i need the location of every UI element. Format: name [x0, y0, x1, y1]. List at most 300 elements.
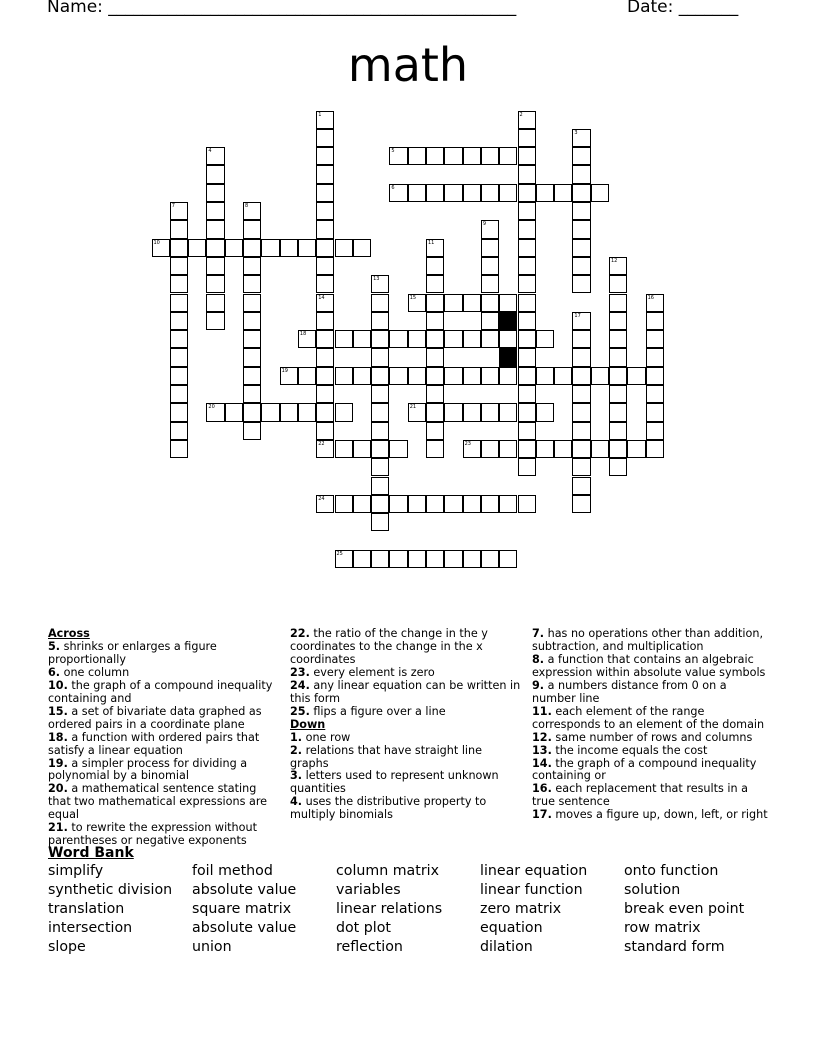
- word-bank-item: foil method: [192, 863, 273, 879]
- crossword-cell[interactable]: [426, 147, 444, 165]
- word-bank-item: dilation: [480, 939, 533, 955]
- clue-down-9: 9. a numbers distance from 0 on a number line: [532, 678, 727, 705]
- crossword-cell[interactable]: [170, 202, 188, 220]
- clue-down-16: 16. each replacement that results in a true sentence: [532, 782, 748, 809]
- crossword-cell[interactable]: [316, 257, 334, 275]
- crossword-cell[interactable]: [426, 495, 444, 513]
- crossword-cell[interactable]: [609, 403, 627, 421]
- clue-number: 20: [208, 404, 215, 411]
- crossword-cell[interactable]: [609, 312, 627, 330]
- crossword-cell[interactable]: [572, 275, 590, 293]
- crossword-cell[interactable]: [572, 348, 590, 366]
- crossword-cell[interactable]: [518, 312, 536, 330]
- crossword-cell[interactable]: [499, 550, 517, 568]
- crossword-cell[interactable]: [518, 458, 536, 476]
- crossword-cell[interactable]: [481, 220, 499, 238]
- crossword-cell[interactable]: [170, 348, 188, 366]
- crossword-cell[interactable]: [444, 294, 462, 312]
- crossword-cell[interactable]: [646, 348, 664, 366]
- crossword-cell[interactable]: [316, 367, 334, 385]
- crossword-cell[interactable]: [206, 275, 224, 293]
- crossword-cell[interactable]: [518, 275, 536, 293]
- crossword-cell[interactable]: [225, 403, 243, 421]
- crossword-cell[interactable]: [243, 385, 261, 403]
- clue-number: 25: [336, 550, 343, 557]
- crossword-cell[interactable]: [463, 294, 481, 312]
- crossword-cell[interactable]: [170, 294, 188, 312]
- crossword-cell[interactable]: [243, 239, 261, 257]
- crossword-cell[interactable]: [481, 403, 499, 421]
- crossword-cell[interactable]: [371, 275, 389, 293]
- crossword-cell[interactable]: [518, 440, 536, 458]
- crossword-cell[interactable]: [316, 348, 334, 366]
- crossword-cell[interactable]: [206, 202, 224, 220]
- word-bank-item: union: [192, 939, 232, 955]
- crossword-cell[interactable]: [261, 403, 279, 421]
- crossword-cell[interactable]: [426, 257, 444, 275]
- crossword-cell[interactable]: [572, 312, 590, 330]
- crossword-cell[interactable]: [426, 275, 444, 293]
- crossword-cell[interactable]: [481, 294, 499, 312]
- crossword-cell[interactable]: [481, 312, 499, 330]
- word-bank-item: equation: [480, 920, 543, 936]
- crossword-cell[interactable]: [536, 184, 554, 202]
- crossword-cell[interactable]: [335, 495, 353, 513]
- crossword-cell[interactable]: [408, 550, 426, 568]
- crossword-cell[interactable]: [518, 422, 536, 440]
- clue-across-18: 18. a function with ordered pairs that satisfy a linear equation: [48, 730, 260, 757]
- crossword-cell[interactable]: [426, 550, 444, 568]
- crossword-cell[interactable]: [371, 330, 389, 348]
- crossword-cell[interactable]: [444, 367, 462, 385]
- crossword-cell[interactable]: [572, 477, 590, 495]
- clue-number: 13: [373, 276, 380, 283]
- crossword-cell[interactable]: [408, 367, 426, 385]
- crossword-cell[interactable]: [316, 220, 334, 238]
- crossword-cell[interactable]: [444, 495, 462, 513]
- crossword-cell[interactable]: [572, 220, 590, 238]
- crossword-cell[interactable]: [572, 385, 590, 403]
- clue-number: 9: [482, 221, 487, 228]
- crossword-cell[interactable]: [426, 330, 444, 348]
- crossword-cell[interactable]: [572, 458, 590, 476]
- crossword-cell[interactable]: [518, 495, 536, 513]
- crossword-cell[interactable]: [536, 440, 554, 458]
- crossword-cell[interactable]: [518, 111, 536, 129]
- crossword-cell[interactable]: [518, 348, 536, 366]
- crossword-cell[interactable]: [408, 184, 426, 202]
- word-bank-item: square matrix: [192, 901, 292, 917]
- crossword-cell[interactable]: [389, 440, 407, 458]
- crossword-cell[interactable]: [280, 367, 298, 385]
- clue-down-13: 13. the income equals the cost: [532, 743, 708, 757]
- crossword-cell[interactable]: [609, 294, 627, 312]
- crossword-cell[interactable]: [206, 165, 224, 183]
- crossword-cell[interactable]: [316, 239, 334, 257]
- crossword-cell[interactable]: [408, 294, 426, 312]
- crossword-cell[interactable]: [627, 440, 645, 458]
- crossword-cell[interactable]: [481, 275, 499, 293]
- crossword-cell[interactable]: [353, 440, 371, 458]
- crossword-cell[interactable]: [646, 367, 664, 385]
- crossword-cell[interactable]: [335, 440, 353, 458]
- crossword-cell[interactable]: [572, 495, 590, 513]
- crossword-cell[interactable]: [609, 385, 627, 403]
- crossword-cell[interactable]: [353, 330, 371, 348]
- crossword-cell[interactable]: [335, 330, 353, 348]
- crossword-cell[interactable]: [481, 550, 499, 568]
- clue-number: 11: [428, 239, 435, 246]
- crossword-cell[interactable]: [170, 403, 188, 421]
- crossword-cell[interactable]: [572, 147, 590, 165]
- crossword-cell[interactable]: [206, 220, 224, 238]
- clue-number: 16: [647, 294, 654, 301]
- crossword-cell[interactable]: [609, 348, 627, 366]
- crossword-cell[interactable]: [371, 477, 389, 495]
- crossword-cell[interactable]: [371, 550, 389, 568]
- crossword-cell[interactable]: [243, 257, 261, 275]
- clue-across-25: 25. flips a figure over a line: [290, 704, 446, 718]
- crossword-cell[interactable]: [206, 239, 224, 257]
- word-bank-item: intersection: [48, 920, 133, 936]
- crossword-cell[interactable]: [536, 330, 554, 348]
- crossword-cell[interactable]: [170, 422, 188, 440]
- crossword-cell[interactable]: [316, 184, 334, 202]
- crossword-cell[interactable]: [170, 440, 188, 458]
- crossword-cell[interactable]: [243, 294, 261, 312]
- crossword-cell[interactable]: [298, 330, 316, 348]
- crossword-cell[interactable]: [316, 129, 334, 147]
- crossword-cell[interactable]: [426, 440, 444, 458]
- crossword-cell[interactable]: [426, 294, 444, 312]
- crossword-cell[interactable]: [609, 458, 627, 476]
- crossword-cell[interactable]: [426, 239, 444, 257]
- crossword-cell[interactable]: [518, 165, 536, 183]
- crossword-cell[interactable]: [463, 550, 481, 568]
- crossword-cell[interactable]: [518, 220, 536, 238]
- crossword-cell[interactable]: [572, 257, 590, 275]
- crossword-cell[interactable]: [280, 403, 298, 421]
- crossword-cell[interactable]: [298, 367, 316, 385]
- crossword-cell[interactable]: [371, 495, 389, 513]
- crossword-cell[interactable]: [518, 385, 536, 403]
- crossword-cell[interactable]: [243, 275, 261, 293]
- crossword-cell[interactable]: [572, 330, 590, 348]
- black-square: [499, 312, 517, 330]
- crossword-cell[interactable]: [371, 458, 389, 476]
- crossword-cell[interactable]: [646, 403, 664, 421]
- crossword-cell[interactable]: [572, 202, 590, 220]
- crossword-cell[interactable]: [298, 403, 316, 421]
- crossword-cell[interactable]: [353, 550, 371, 568]
- crossword-cell[interactable]: [554, 367, 572, 385]
- clue-across-20: 20. a mathematical sentence stating that two mathematical expressions are equal: [48, 782, 268, 822]
- crossword-cell[interactable]: [646, 385, 664, 403]
- crossword-cell[interactable]: [316, 440, 334, 458]
- crossword-cell[interactable]: [261, 239, 279, 257]
- clue-number: 19: [281, 367, 288, 374]
- clue-down-2: 2. relations that have straight line graphs: [290, 743, 483, 770]
- crossword-cell[interactable]: [481, 330, 499, 348]
- clue-number: 15: [409, 294, 417, 301]
- crossword-cell[interactable]: [536, 403, 554, 421]
- crossword-cell[interactable]: [463, 330, 481, 348]
- clue-down-12: 12. same number of rows and columns: [532, 730, 753, 744]
- crossword-cell[interactable]: [609, 257, 627, 275]
- crossword-cell[interactable]: [316, 330, 334, 348]
- crossword-cell[interactable]: [426, 312, 444, 330]
- crossword-cell[interactable]: [170, 275, 188, 293]
- crossword-cell[interactable]: [389, 367, 407, 385]
- crossword-cell[interactable]: [243, 348, 261, 366]
- crossword-cell[interactable]: [609, 422, 627, 440]
- crossword-cell[interactable]: [316, 275, 334, 293]
- word-bank-item: simplify: [48, 863, 104, 879]
- crossword-cell[interactable]: [316, 422, 334, 440]
- crossword-cell[interactable]: [371, 422, 389, 440]
- crossword-cell[interactable]: [481, 257, 499, 275]
- crossword-cell[interactable]: [444, 184, 462, 202]
- crossword-cell[interactable]: [554, 440, 572, 458]
- crossword-cell[interactable]: [572, 367, 590, 385]
- crossword-cell[interactable]: [591, 367, 609, 385]
- crossword-cell[interactable]: [206, 257, 224, 275]
- crossword-cell[interactable]: [170, 312, 188, 330]
- crossword-cell[interactable]: [188, 239, 206, 257]
- crossword-cell[interactable]: [353, 239, 371, 257]
- crossword-cell[interactable]: [225, 239, 243, 257]
- crossword-cell[interactable]: [572, 165, 590, 183]
- crossword-cell[interactable]: [499, 495, 517, 513]
- crossword-cell[interactable]: [243, 202, 261, 220]
- across-heading: Across: [48, 627, 90, 640]
- word-bank-item: column matrix: [336, 863, 439, 879]
- clue-down-8: 8. a function that contains an algebraic expression within absolute value symbols: [532, 652, 766, 679]
- crossword-cell[interactable]: [518, 147, 536, 165]
- black-square: [499, 348, 517, 366]
- crossword-cell[interactable]: [499, 147, 517, 165]
- word-bank-item: break even point: [624, 901, 745, 917]
- word-bank-item: slope: [48, 939, 86, 955]
- crossword-cell[interactable]: [518, 239, 536, 257]
- clue-number: 3: [574, 129, 578, 136]
- crossword-cell[interactable]: [572, 440, 590, 458]
- crossword-cell[interactable]: [408, 403, 426, 421]
- crossword-cell[interactable]: [646, 330, 664, 348]
- crossword-cell[interactable]: [243, 422, 261, 440]
- crossword-cell[interactable]: [243, 220, 261, 238]
- crossword-cell[interactable]: [518, 330, 536, 348]
- crossword-cell[interactable]: [518, 257, 536, 275]
- word-bank-item: linear relations: [336, 901, 443, 917]
- crossword-cell[interactable]: [335, 550, 353, 568]
- crossword-cell[interactable]: [206, 147, 224, 165]
- crossword-cell[interactable]: [426, 403, 444, 421]
- crossword-cell[interactable]: [554, 184, 572, 202]
- crossword-cell[interactable]: [389, 330, 407, 348]
- crossword-cell[interactable]: [371, 440, 389, 458]
- crossword-cell[interactable]: [371, 312, 389, 330]
- crossword-cell[interactable]: [609, 275, 627, 293]
- word-bank-item: standard form: [624, 939, 725, 955]
- clue-down-7: 7. has no operations other than addition, subtraction, and multiplication: [532, 627, 764, 653]
- crossword-cell[interactable]: [335, 239, 353, 257]
- crossword-cell[interactable]: [591, 440, 609, 458]
- crossword-cell[interactable]: [170, 330, 188, 348]
- clue-across-15: 15. a set of bivariate data graphed as ordered pairs in a coordinate plane: [48, 704, 262, 731]
- crossword-cell[interactable]: [170, 220, 188, 238]
- crossword-cell[interactable]: [481, 495, 499, 513]
- crossword-cell[interactable]: [371, 294, 389, 312]
- word-bank-item: linear equation: [480, 863, 588, 879]
- crossword-cell[interactable]: [170, 385, 188, 403]
- crossword-cell[interactable]: [572, 403, 590, 421]
- crossword-cell[interactable]: [316, 202, 334, 220]
- crossword-cell[interactable]: [316, 495, 334, 513]
- crossword-cell[interactable]: [371, 348, 389, 366]
- crossword-cell[interactable]: [481, 184, 499, 202]
- crossword-cell[interactable]: [206, 403, 224, 421]
- clue-down-11: 11. each element of the range corresponds to an element of the domain: [532, 704, 765, 731]
- crossword-cell[interactable]: [206, 312, 224, 330]
- crossword-cell[interactable]: [463, 367, 481, 385]
- crossword-cell[interactable]: [499, 440, 517, 458]
- crossword-cell[interactable]: [206, 184, 224, 202]
- crossword-cell[interactable]: [481, 147, 499, 165]
- crossword-cell[interactable]: [371, 513, 389, 531]
- crossword-cell[interactable]: [518, 129, 536, 147]
- crossword-cell[interactable]: [316, 385, 334, 403]
- crossword-cell[interactable]: [316, 147, 334, 165]
- crossword-cell[interactable]: [206, 294, 224, 312]
- crossword-cell[interactable]: [481, 239, 499, 257]
- page-title: math: [347, 38, 469, 92]
- word-bank-item: solution: [624, 882, 681, 898]
- crossword-cell[interactable]: [389, 495, 407, 513]
- crossword-cell[interactable]: [371, 367, 389, 385]
- crossword-cell[interactable]: [518, 367, 536, 385]
- crossword-cell[interactable]: [170, 367, 188, 385]
- crossword-cell[interactable]: [572, 422, 590, 440]
- crossword-cell[interactable]: [243, 312, 261, 330]
- crossword-cell[interactable]: [389, 550, 407, 568]
- clue-number: 21: [409, 404, 417, 411]
- crossword-cell[interactable]: [426, 422, 444, 440]
- crossword-cell[interactable]: [426, 385, 444, 403]
- clue-number: 10: [153, 239, 160, 246]
- clue-down-4: 4. uses the distributive property to multiply binomials: [290, 795, 487, 822]
- crossword-cell[interactable]: [463, 403, 481, 421]
- word-bank-item: translation: [48, 901, 125, 917]
- crossword-cell[interactable]: [243, 367, 261, 385]
- crossword-cell[interactable]: [426, 367, 444, 385]
- crossword-cell[interactable]: [353, 367, 371, 385]
- crossword-cell[interactable]: [609, 330, 627, 348]
- crossword-cell[interactable]: [499, 294, 517, 312]
- crossword-cell[interactable]: [499, 330, 517, 348]
- crossword-cell[interactable]: [389, 184, 407, 202]
- crossword-cell[interactable]: [243, 403, 261, 421]
- crossword-cell[interactable]: [609, 440, 627, 458]
- crossword-cell[interactable]: [316, 294, 334, 312]
- crossword-cell[interactable]: [463, 440, 481, 458]
- crossword-cell[interactable]: [646, 440, 664, 458]
- clue-number: 5: [391, 148, 395, 155]
- crossword-cell[interactable]: [463, 147, 481, 165]
- clue-across-10: 10. the graph of a compound inequality containing and: [48, 678, 273, 705]
- crossword-cell[interactable]: [389, 147, 407, 165]
- crossword-cell[interactable]: [335, 367, 353, 385]
- crossword-cell[interactable]: [572, 184, 590, 202]
- date-field-label: Date: _______: [627, 0, 739, 17]
- crossword-cell[interactable]: [170, 257, 188, 275]
- word-bank-item: zero matrix: [480, 901, 562, 917]
- crossword-cell[interactable]: [463, 184, 481, 202]
- crossword-cell[interactable]: [518, 294, 536, 312]
- crossword-cell[interactable]: [371, 385, 389, 403]
- crossword-cell[interactable]: [426, 348, 444, 366]
- crossword-cell[interactable]: [646, 312, 664, 330]
- crossword-cell[interactable]: [499, 184, 517, 202]
- crossword-cell[interactable]: [481, 440, 499, 458]
- crossword-cell[interactable]: [298, 239, 316, 257]
- crossword-cell[interactable]: [518, 184, 536, 202]
- crossword-cell[interactable]: [408, 330, 426, 348]
- word-bank-item: variables: [336, 882, 401, 898]
- crossword-cell[interactable]: [536, 367, 554, 385]
- crossword-cell[interactable]: [518, 403, 536, 421]
- crossword-cell[interactable]: [444, 403, 462, 421]
- crossword-cell[interactable]: [426, 184, 444, 202]
- crossword-cell[interactable]: [444, 550, 462, 568]
- crossword-cell[interactable]: [646, 422, 664, 440]
- crossword-cell[interactable]: [335, 403, 353, 421]
- crossword-cell[interactable]: [646, 294, 664, 312]
- crossword-cell[interactable]: [408, 147, 426, 165]
- crossword-cell[interactable]: [444, 330, 462, 348]
- crossword-cell[interactable]: [371, 403, 389, 421]
- crossword-cell[interactable]: [481, 367, 499, 385]
- crossword-cell[interactable]: [444, 147, 462, 165]
- clue-number: 2: [519, 111, 523, 118]
- clue-number: 8: [245, 203, 249, 209]
- crossword-cell[interactable]: [627, 367, 645, 385]
- crossword-cell[interactable]: [463, 495, 481, 513]
- crossword-cell[interactable]: [316, 312, 334, 330]
- crossword-cell[interactable]: [609, 367, 627, 385]
- word-bank-item: row matrix: [624, 920, 701, 936]
- clue-across-23: 23. every element is zero: [290, 665, 435, 679]
- clue-number: 6: [391, 184, 395, 191]
- crossword-cell[interactable]: [280, 239, 298, 257]
- crossword-cell[interactable]: [572, 239, 590, 257]
- crossword-cell[interactable]: [316, 165, 334, 183]
- crossword-cell[interactable]: [170, 239, 188, 257]
- clue-down-1: 1. one row: [290, 730, 351, 744]
- crossword-cell[interactable]: [316, 403, 334, 421]
- crossword-cell[interactable]: [499, 367, 517, 385]
- crossword-cell[interactable]: [152, 239, 170, 257]
- crossword-cell[interactable]: [243, 330, 261, 348]
- crossword-cell[interactable]: [518, 202, 536, 220]
- crossword-cell[interactable]: [408, 495, 426, 513]
- crossword-cell[interactable]: [353, 495, 371, 513]
- crossword-cell[interactable]: [499, 403, 517, 421]
- crossword-cell[interactable]: [591, 184, 609, 202]
- crossword-cell[interactable]: [572, 129, 590, 147]
- crossword-cell[interactable]: [316, 111, 334, 129]
- clue-across-22: 22. the ratio of the change in the y coordinates to the change in the x coordinates: [290, 627, 488, 666]
